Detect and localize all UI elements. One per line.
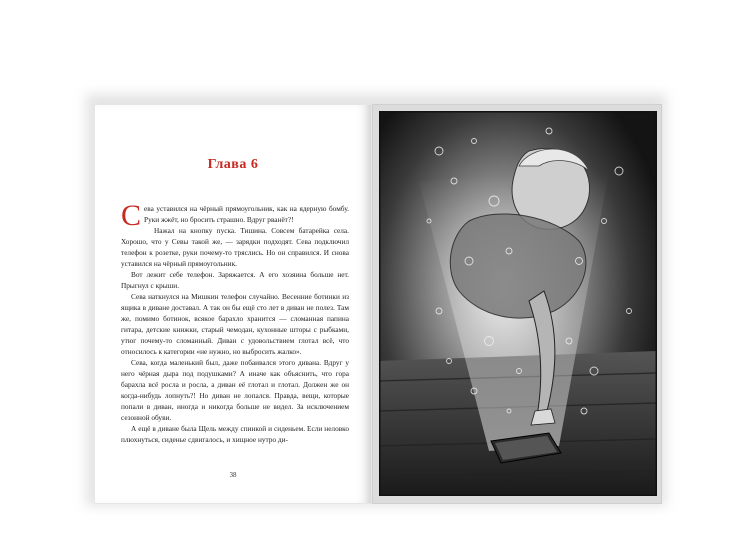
chapter-title: Глава 6	[207, 157, 259, 172]
paragraph: Сева уставился на чёрный прямоугольник, как на ядерную бомбу. Руки жжёт, но бросить страшно. Вдруг рванёт?!	[121, 199, 349, 232]
open-book	[94, 104, 662, 504]
illustration-boy-phone-icon	[379, 111, 657, 496]
paragraph: Вот лежит себе телефон. Заряжается. А его хозяина больше нет. Прыгнул с крыши.	[121, 270, 349, 290]
chapter-text	[121, 199, 349, 445]
drop-cap: С	[121, 199, 142, 232]
illustration-page	[372, 104, 662, 504]
paragraph: Сева, когда маленький был, даже побаивался этого дивана. Вдруг у него чёрная дыра под подушками? А иначе как объяснить, что гора барахла всё росла и росла, а диван её глотал и глотал. Должен же он когда-нибудь лопнуть?! Но диван не лопался. Правда, вещи, которые попали в диван, иногда и никогда больше не видел. За исключением сезонной обуви.	[121, 358, 349, 422]
text-page	[94, 104, 372, 504]
paragraph: Сева наткнулся на Мишкин телефон случайно. Весенние ботинки из ящика в диване доставал. А так он бы ещё сто лет в диван не полез. Там же, помимо ботинок, всякое барахло хранится — сломанная папина гитара, детские книжки, старый чемодан, кухонные шторы с рыбками, утюг почему-то сломанный. Диван с удовольствием глотал всё, что относилось к категории «не нужно, но выбросить жалко».	[121, 292, 349, 356]
paragraph: Нажал на кнопку пуска. Тишина. Совсем батарейка села. Хорошо, что у Севы такой же, — зарядки подходят. Сева подключил телефон к розетке, руки почему-то тряслись. Но он справился. И снова уставился на чёрный прямоугольник.	[121, 226, 349, 268]
page-number: 38	[229, 471, 237, 479]
paragraph: А ещё в диване была Щель между спинкой и сиденьем. Если неловко плюхнуться, сиденье сдвигалось, и хищное нутро ди-	[121, 424, 349, 444]
